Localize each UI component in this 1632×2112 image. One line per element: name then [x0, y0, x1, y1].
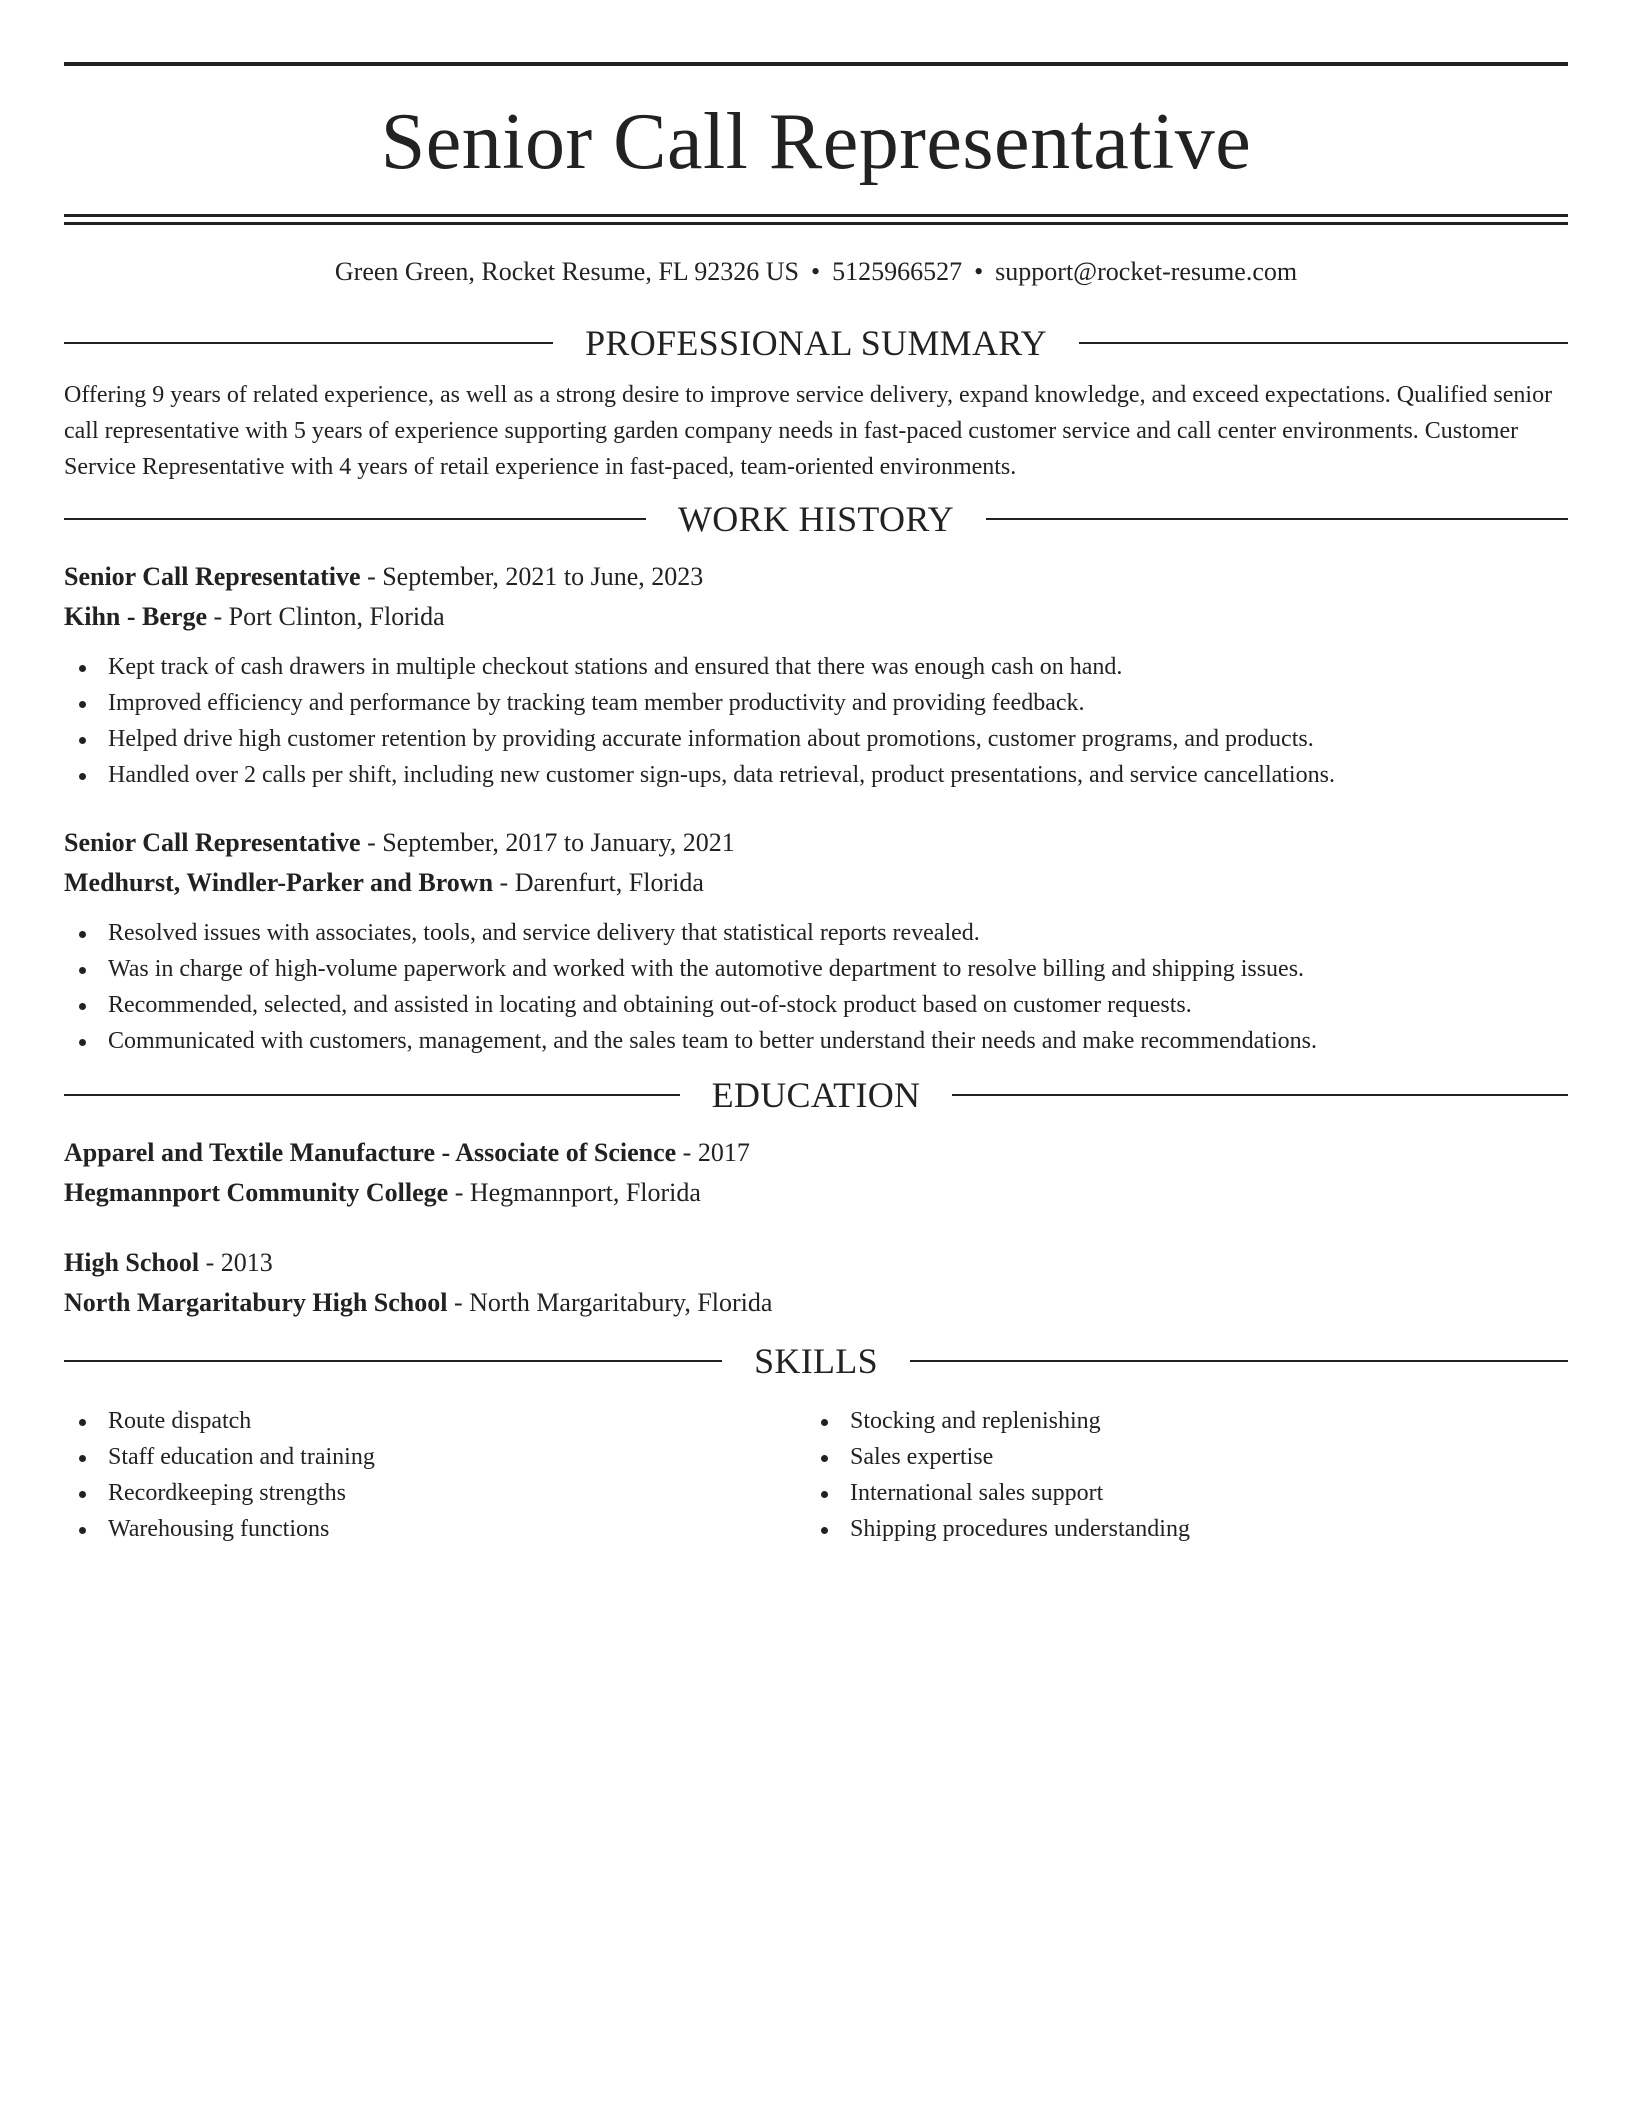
section-heading-summary — [64, 325, 1568, 361]
education-entry — [64, 1133, 1568, 1213]
skill-item: Route dispatch — [64, 1403, 806, 1439]
heading-rule — [1079, 342, 1568, 344]
education-degree: High School — [64, 1248, 200, 1277]
education-entry — [64, 1243, 1568, 1323]
education-school: Hegmannport Community College — [64, 1178, 449, 1207]
skill-item: Shipping procedures understanding — [806, 1511, 1548, 1547]
contact-email: support@rocket-resume.com — [995, 257, 1298, 286]
job-location: - Port Clinton, Florida — [207, 602, 445, 631]
job-title: Senior Call Representative — [64, 828, 361, 857]
heading-rule — [910, 1360, 1568, 1362]
heading-rule — [64, 518, 646, 520]
education-degree-line — [64, 1133, 1568, 1173]
education-location: - Hegmannport, Florida — [448, 1178, 701, 1207]
skill-item: Staff education and training — [64, 1439, 806, 1475]
double-rule — [64, 214, 1568, 225]
education-school-line — [64, 1173, 1568, 1213]
skills-column-right — [806, 1403, 1548, 1547]
job-dates: - September, 2017 to January, 2021 — [360, 828, 735, 857]
job-bullets — [64, 915, 1568, 1059]
resume-name: Senior Call Representative — [380, 98, 1252, 186]
skill-item: Stocking and replenishing — [806, 1403, 1548, 1439]
list-item: Improved efficiency and performance by tracking team member productivity and providing feedback. — [64, 685, 1568, 721]
skill-item: Sales expertise — [806, 1439, 1548, 1475]
heading-rule — [952, 1094, 1568, 1096]
list-item: Was in charge of high-volume paperwork and worked with the automotive department to resolve billing and shipping issues. — [64, 951, 1568, 987]
skill-item: Recordkeeping strengths — [64, 1475, 806, 1511]
education-school: North Margaritabury High School — [64, 1288, 448, 1317]
job-entry — [64, 557, 1568, 793]
job-company: Medhurst, Windler-Parker and Brown — [64, 868, 494, 897]
skills-grid — [64, 1403, 1568, 1547]
job-bullets — [64, 649, 1568, 793]
education-year: - 2013 — [199, 1248, 273, 1277]
list-item: Handled over 2 calls per shift, including new customer sign-ups, data retrieval, product presentations, and service cancellations. — [64, 757, 1568, 793]
list-item: Helped drive high customer retention by providing accurate information about promotions, customer programs, and products. — [64, 721, 1568, 757]
section-heading-education — [64, 1077, 1568, 1113]
section-heading-skills — [64, 1343, 1568, 1379]
contact-line — [64, 259, 1568, 285]
education-location: - North Margaritabury, Florida — [447, 1288, 773, 1317]
job-dates: - September, 2021 to June, 2023 — [360, 562, 704, 591]
education-degree-line — [64, 1243, 1568, 1283]
section-title: EDUCATION — [711, 1075, 921, 1115]
job-company-line — [64, 863, 1568, 903]
job-title: Senior Call Representative — [64, 562, 361, 591]
skill-item: Warehousing functions — [64, 1511, 806, 1547]
heading-rule — [64, 1360, 722, 1362]
job-title-line — [64, 557, 1568, 597]
job-location: - Darenfurt, Florida — [493, 868, 704, 897]
skill-item: International sales support — [806, 1475, 1548, 1511]
heading-rule — [64, 1094, 680, 1096]
list-item: Recommended, selected, and assisted in locating and obtaining out-of-stock product based on customer requests. — [64, 987, 1568, 1023]
list-item: Communicated with customers, management, and the sales team to better understand their needs and make recommendations. — [64, 1023, 1568, 1059]
list-item: Resolved issues with associates, tools, and service delivery that statistical reports revealed. — [64, 915, 1568, 951]
section-title: PROFESSIONAL SUMMARY — [585, 323, 1047, 363]
contact-address: Green Green, Rocket Resume, FL 92326 US — [334, 257, 799, 286]
contact-separator: • — [810, 257, 821, 286]
job-company-line — [64, 597, 1568, 637]
contact-phone: 5125966527 — [832, 257, 963, 286]
education-year: - 2017 — [676, 1138, 750, 1167]
summary-text: Offering 9 years of related experience, as well as a strong desire to improve service delivery, expand knowledge, and exceed expectations. Qualified senior call representative with 5 years of experience supporting garden company needs in fast-paced customer service and call center environments. Customer Service Representative with 4 years of retail experience in fast-paced, team-oriented environments. — [64, 382, 1553, 480]
job-company: Kihn - Berge — [64, 602, 207, 631]
section-title: WORK HISTORY — [678, 499, 954, 539]
list-item: Kept track of cash drawers in multiple checkout stations and ensured that there was enough cash on hand. — [64, 649, 1568, 685]
skills-column-left — [64, 1403, 806, 1547]
job-title-line — [64, 823, 1568, 863]
education-school-line — [64, 1283, 1568, 1323]
education-degree: Apparel and Textile Manufacture - Associate of Science — [64, 1138, 677, 1167]
heading-rule — [64, 342, 553, 344]
top-rule — [64, 62, 1568, 66]
job-entry — [64, 823, 1568, 1059]
section-title: SKILLS — [754, 1341, 878, 1381]
heading-rule — [986, 518, 1568, 520]
contact-separator: • — [974, 257, 984, 286]
section-heading-work-history — [64, 501, 1568, 537]
